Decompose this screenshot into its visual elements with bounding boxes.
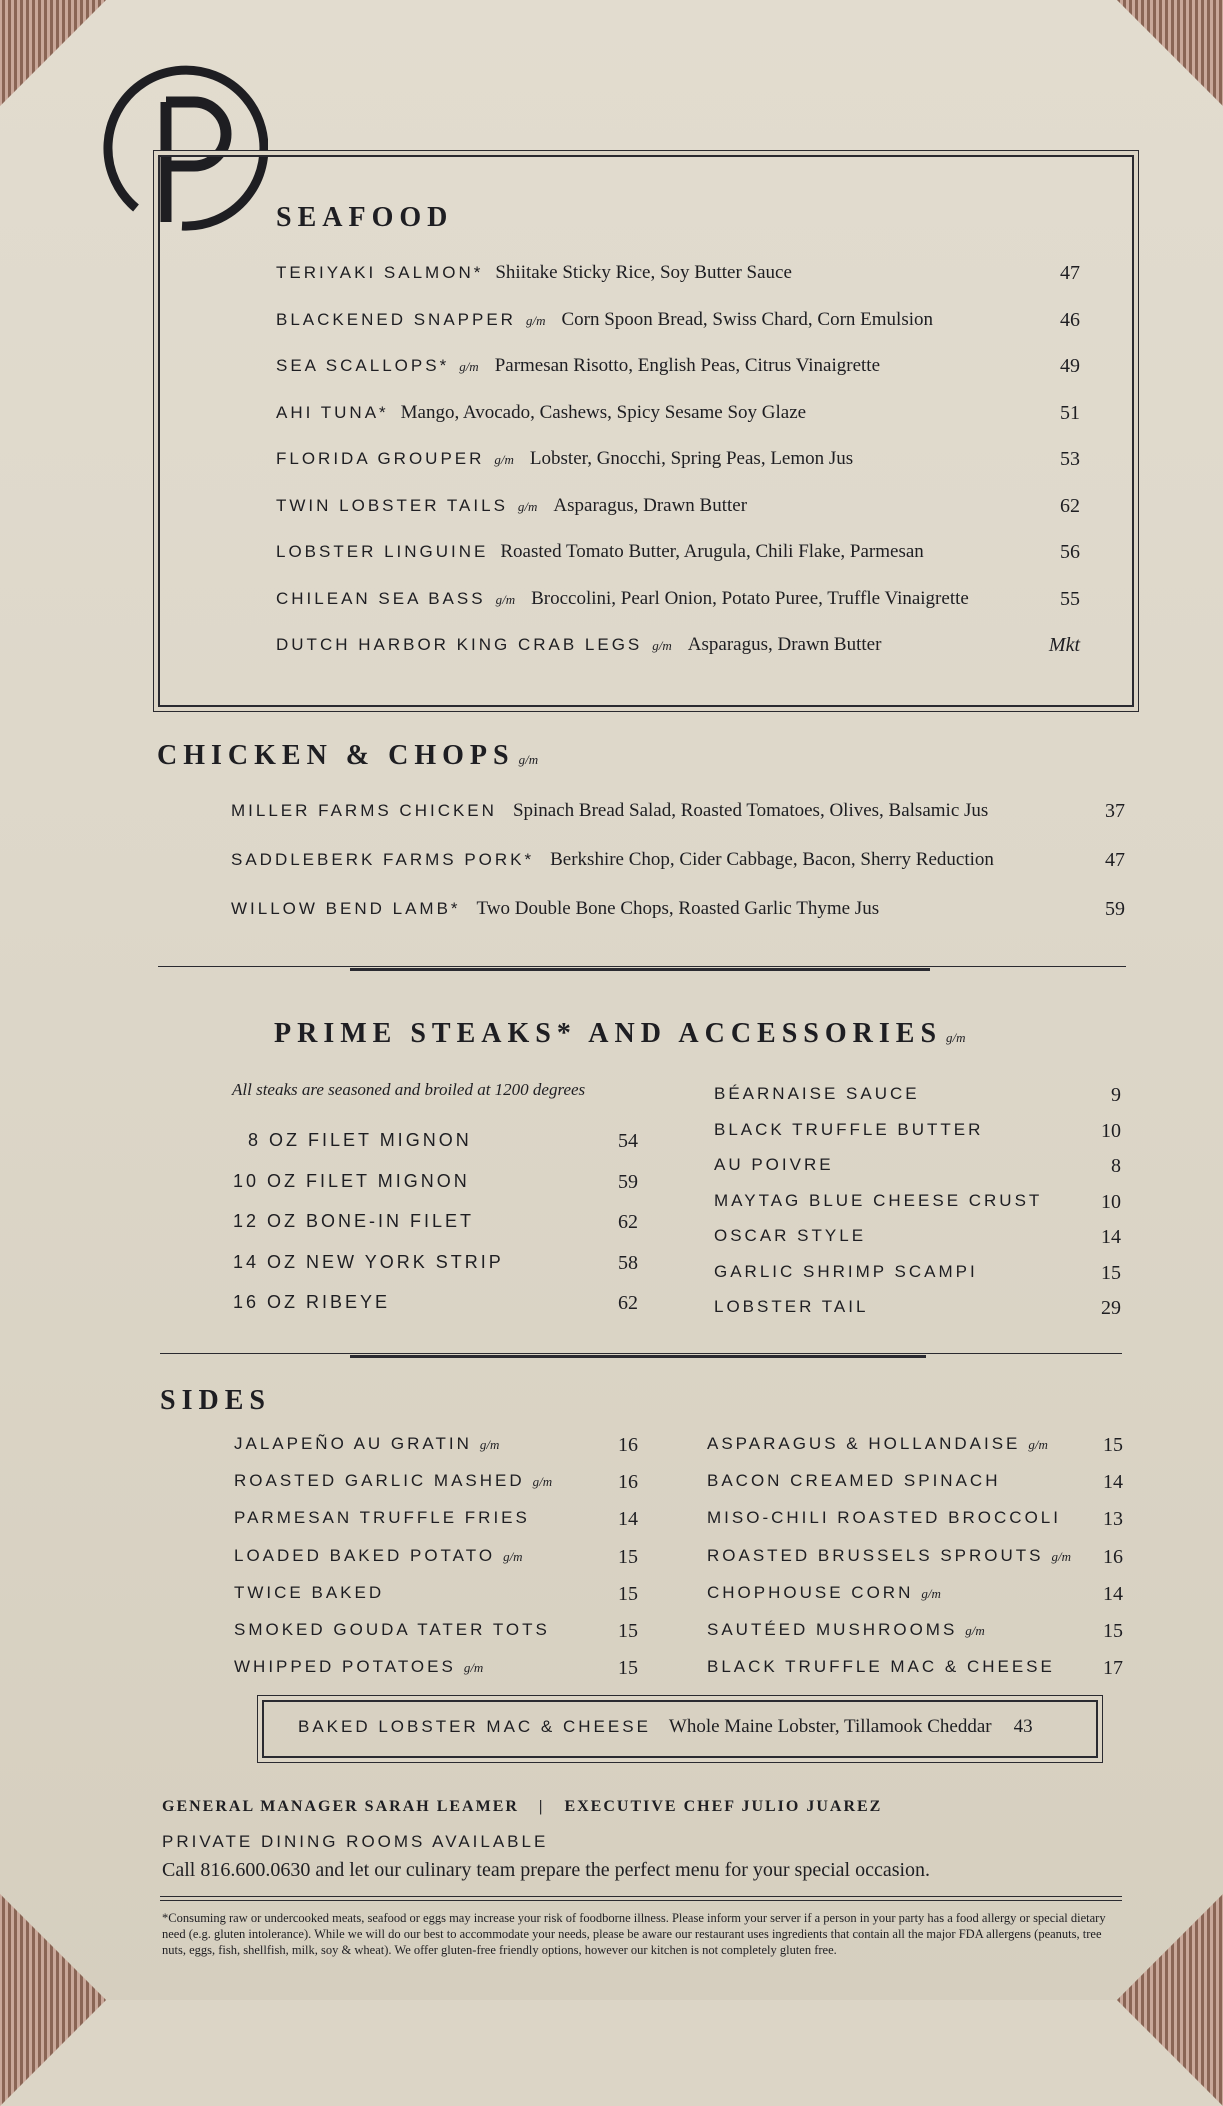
menu-item xyxy=(276,262,792,284)
item-price: 49 xyxy=(1060,355,1080,377)
call-line: Call 816.600.0630 and let our culinary team prepare the perfect menu for your special occasion. xyxy=(162,1859,931,1881)
divider xyxy=(158,966,1126,967)
feature-item xyxy=(298,1716,1033,1738)
item-name: TWIN LOBSTER TAILS xyxy=(276,495,508,515)
side-item xyxy=(707,1508,1061,1528)
item-name: SEA SCALLOPS* xyxy=(276,356,450,375)
item-desc: Two Double Bone Chops, Roasted Garlic Thyme Jus xyxy=(476,898,880,919)
item-desc: Shiitake Sticky Rice, Soy Butter Sauce xyxy=(495,262,792,283)
side-name: TWICE BAKED xyxy=(234,1582,385,1602)
item-name: AHI TUNA* xyxy=(276,402,389,422)
side-name: LOADED BAKED POTATO xyxy=(234,1545,496,1565)
disclaimer: *Consuming raw or undercooked meats, seafood or eggs may increase your risk of foodborne illness. Please inform your server if a person in your party has a food allergy or special dietary need (e.g. gluten intolerance). While we will do our best to accommodate your needs, please be aware our restaurant uses ingredients that contain all the major FDA allergens (peanuts, tree nuts, eggs, fish, shellfish, milk, soy & wheat). We offer gluten-free friendly options, however our kitchen is not completely gluten free. xyxy=(162,1911,1106,1957)
item-price: 46 xyxy=(1060,308,1080,331)
accessory-price: 14 xyxy=(1101,1226,1121,1248)
gfm-mark: g/m xyxy=(652,638,672,653)
menu-item xyxy=(231,800,988,822)
side-name: ROASTED GARLIC MASHED xyxy=(234,1471,525,1491)
item-name: SADDLEBERK FARMS PORK* xyxy=(231,850,535,869)
side-price: 16 xyxy=(618,1434,638,1456)
item-price: 47 xyxy=(1105,849,1125,871)
steak-price: 62 xyxy=(618,1211,638,1233)
separator: | xyxy=(538,1798,545,1815)
side-item xyxy=(234,1546,527,1566)
divider xyxy=(160,1353,1122,1354)
gfm-mark: g/m xyxy=(1028,1437,1048,1452)
side-price: 15 xyxy=(618,1620,638,1642)
side-price: 15 xyxy=(1103,1434,1123,1456)
side-item xyxy=(707,1583,945,1603)
accessory-name: BÉARNAISE SAUCE xyxy=(714,1084,920,1103)
seafood-heading: SEAFOOD xyxy=(276,202,454,233)
steak-price: 58 xyxy=(618,1251,638,1274)
side-price: 16 xyxy=(1103,1545,1123,1568)
steaks-note: All steaks are seasoned and broiled at 1200 degrees xyxy=(232,1080,586,1099)
side-item xyxy=(707,1434,1052,1454)
menu-item xyxy=(276,402,806,424)
steaks-title: PRIME STEAKS* AND ACCESSORIES xyxy=(274,1018,943,1049)
item-name: LOBSTER LINGUINE xyxy=(276,542,489,561)
item-desc: Mango, Avocado, Cashews, Spicy Sesame Soy Glaze xyxy=(400,401,807,423)
menu-item xyxy=(276,588,969,610)
side-name: SMOKED GOUDA TATER TOTS xyxy=(234,1620,550,1639)
menu-item xyxy=(276,309,933,331)
sides-heading: SIDES xyxy=(160,1385,271,1416)
menu-item xyxy=(276,541,924,563)
gfm-mark: g/m xyxy=(495,591,516,607)
general-manager: GENERAL MANAGER SARAH LEAMER xyxy=(162,1798,519,1815)
corner-decoration xyxy=(1117,0,1223,106)
accessory-price: 9 xyxy=(1111,1084,1121,1106)
steak-price: 62 xyxy=(618,1292,638,1314)
item-desc: Spinach Bread Salad, Roasted Tomatoes, Olives, Balsamic Jus xyxy=(512,800,989,821)
side-price: 15 xyxy=(618,1657,638,1680)
menu-item xyxy=(231,849,994,871)
accessory-price: 8 xyxy=(1111,1155,1121,1177)
accessory-name: GARLIC SHRIMP SCAMPI xyxy=(714,1261,978,1281)
staff-line xyxy=(162,1798,882,1816)
menu-item xyxy=(231,898,879,920)
side-name: BACON CREAMED SPINACH xyxy=(707,1471,1001,1491)
accessory-name: OSCAR STYLE xyxy=(714,1226,867,1245)
accessory-price: 10 xyxy=(1101,1190,1121,1213)
side-item xyxy=(234,1583,384,1603)
item-price: 51 xyxy=(1060,401,1080,424)
chops-title: CHICKEN & CHOPS xyxy=(157,740,515,771)
steak-name: 16 OZ RIBEYE xyxy=(233,1292,391,1312)
steak-name: 8 OZ FILET MIGNON xyxy=(248,1130,472,1150)
item-price: 59 xyxy=(1105,898,1125,920)
feature-name: BAKED LOBSTER MAC & CHEESE xyxy=(298,1717,651,1736)
gfm-mark: g/m xyxy=(494,452,514,467)
item-name: WILLOW BEND LAMB* xyxy=(231,899,461,918)
accessory-price: 15 xyxy=(1101,1261,1121,1284)
item-desc: Asparagus, Drawn Butter xyxy=(687,634,882,655)
side-price: 15 xyxy=(1103,1620,1123,1642)
item-desc: Broccolini, Pearl Onion, Potato Puree, Truffle Vinaigrette xyxy=(531,587,969,609)
feature-box xyxy=(262,1700,1098,1758)
accessory-price: 29 xyxy=(1101,1297,1121,1319)
private-dining: PRIVATE DINING ROOMS AVAILABLE xyxy=(162,1832,549,1851)
gfm-mark: g/m xyxy=(518,752,539,767)
gfm-mark: g/m xyxy=(1051,1548,1072,1564)
accessory-name: MAYTAG BLUE CHEESE CRUST xyxy=(714,1190,1043,1210)
divider xyxy=(160,1900,1122,1901)
item-name: TERIYAKI SALMON* xyxy=(276,263,484,282)
menu-item xyxy=(276,448,853,470)
side-item xyxy=(234,1471,556,1491)
steak-name: 14 OZ NEW YORK STRIP xyxy=(233,1251,504,1272)
seafood-frame xyxy=(158,155,1134,707)
menu-item xyxy=(276,355,880,377)
side-price: 14 xyxy=(618,1508,638,1531)
item-desc: Berkshire Chop, Cider Cabbage, Bacon, Sherry Reduction xyxy=(550,849,994,870)
side-name: SAUTÉED MUSHROOMS xyxy=(707,1620,958,1639)
divider-accent xyxy=(350,1355,926,1358)
corner-decoration xyxy=(0,0,106,106)
gfm-mark: g/m xyxy=(517,498,538,514)
divider-accent xyxy=(350,968,930,971)
side-name: JALAPEÑO AU GRATIN xyxy=(234,1434,472,1453)
item-name: DUTCH HARBOR KING CRAB LEGS xyxy=(276,635,643,654)
gfm-mark: g/m xyxy=(503,1548,523,1564)
side-price: 17 xyxy=(1103,1657,1123,1680)
menu-item xyxy=(276,495,747,517)
side-item xyxy=(234,1434,503,1454)
side-price: 14 xyxy=(1103,1582,1123,1605)
item-price: 62 xyxy=(1060,494,1080,517)
chops-heading xyxy=(157,740,542,772)
item-price: 56 xyxy=(1060,541,1080,563)
steak-name: 12 OZ BONE-IN FILET xyxy=(233,1211,475,1231)
side-item xyxy=(707,1471,1000,1491)
steak-name: 10 OZ FILET MIGNON xyxy=(233,1170,470,1191)
item-price: 37 xyxy=(1105,800,1125,822)
steak-price: 54 xyxy=(618,1130,638,1152)
feature-price: 43 xyxy=(1013,1716,1033,1737)
accessory-price: 10 xyxy=(1101,1119,1121,1142)
menu-item xyxy=(276,634,881,656)
side-item xyxy=(234,1508,530,1528)
gfm-mark: g/m xyxy=(525,312,546,328)
side-price: 15 xyxy=(618,1582,638,1605)
item-desc: Asparagus, Drawn Butter xyxy=(553,494,748,516)
side-name: WHIPPED POTATOES xyxy=(234,1657,456,1677)
side-price: 15 xyxy=(618,1545,638,1568)
side-item xyxy=(234,1620,550,1640)
item-desc: Roasted Tomato Butter, Arugula, Chili Flake, Parmesan xyxy=(500,541,924,562)
item-price: 53 xyxy=(1060,448,1080,470)
item-price: Mkt xyxy=(1048,634,1080,656)
divider xyxy=(160,1896,1122,1897)
item-name: FLORIDA GROUPER xyxy=(276,449,485,468)
steaks-heading xyxy=(274,1018,970,1050)
side-price: 13 xyxy=(1103,1508,1123,1531)
steak-price: 59 xyxy=(618,1170,638,1193)
item-price: 55 xyxy=(1060,587,1080,610)
side-item xyxy=(234,1657,487,1677)
accessory-name: BLACK TRUFFLE BUTTER xyxy=(714,1119,984,1139)
item-name: MILLER FARMS CHICKEN xyxy=(231,801,497,820)
gfm-mark: g/m xyxy=(532,1474,553,1490)
accessory-name: LOBSTER TAIL xyxy=(714,1297,869,1316)
item-name: CHILEAN SEA BASS xyxy=(276,588,486,608)
executive-chef: EXECUTIVE CHEF JULIO JUAREZ xyxy=(564,1798,883,1815)
item-desc: Corn Spoon Bread, Swiss Chard, Corn Emulsion xyxy=(561,308,934,330)
item-desc: Parmesan Risotto, English Peas, Citrus Vinaigrette xyxy=(494,355,881,376)
side-name: PARMESAN TRUFFLE FRIES xyxy=(234,1508,530,1528)
gfm-mark: g/m xyxy=(946,1030,966,1045)
side-name: ROASTED BRUSSELS SPROUTS xyxy=(707,1545,1044,1565)
item-name: BLACKENED SNAPPER xyxy=(276,309,516,329)
side-name: BLACK TRUFFLE MAC & CHEESE xyxy=(707,1657,1055,1677)
gfm-mark: g/m xyxy=(459,359,479,374)
side-item xyxy=(707,1657,1055,1677)
side-item xyxy=(707,1546,1075,1566)
gfm-mark: g/m xyxy=(965,1623,985,1638)
gfm-mark: g/m xyxy=(463,1660,484,1676)
side-item xyxy=(707,1620,989,1640)
gfm-mark: g/m xyxy=(479,1437,500,1452)
accessory-name: AU POIVRE xyxy=(714,1155,834,1174)
side-name: ASPARAGUS & HOLLANDAISE xyxy=(707,1434,1021,1453)
feature-desc: Whole Maine Lobster, Tillamook Cheddar xyxy=(668,1716,992,1737)
side-price: 14 xyxy=(1103,1471,1123,1494)
side-name: MISO-CHILI ROASTED BROCCOLI xyxy=(707,1508,1061,1528)
side-price: 16 xyxy=(618,1471,638,1494)
item-desc: Lobster, Gnocchi, Spring Peas, Lemon Jus xyxy=(529,448,854,469)
item-price: 47 xyxy=(1060,262,1080,284)
gfm-mark: g/m xyxy=(921,1585,941,1601)
side-name: CHOPHOUSE CORN xyxy=(707,1582,914,1602)
